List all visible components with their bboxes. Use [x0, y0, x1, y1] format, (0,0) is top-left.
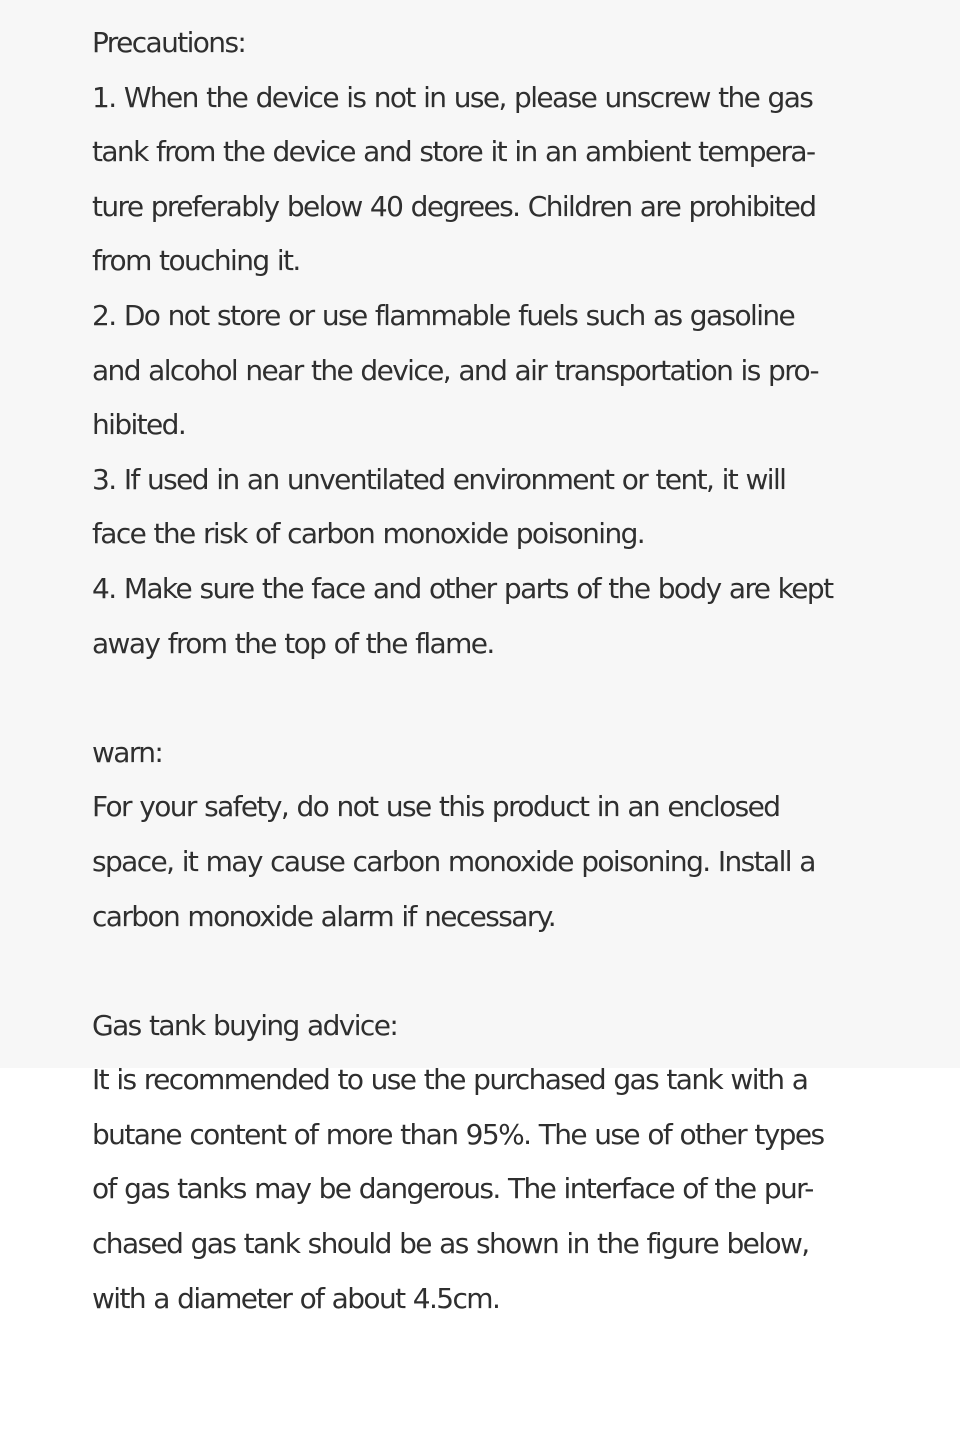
text-line: 4. Make sure the face and other parts of the body are kept	[92, 571, 833, 605]
text-line: carbon monoxide alarm if necessary.	[92, 899, 556, 933]
text-line: It is recommended to use the purchased gas tank with a	[92, 1063, 808, 1097]
document-body	[92, 16, 892, 1326]
precautions-section	[92, 16, 892, 671]
section-gap	[92, 671, 892, 726]
buying-advice-section	[92, 999, 892, 1327]
text-line: and alcohol near the device, and air transportation is pro-	[92, 353, 819, 387]
text-line: 3. If used in an unventilated environment or tent, it will	[92, 462, 786, 496]
warn-section	[92, 726, 892, 944]
text-line: away from the top of the flame.	[92, 626, 494, 660]
text-line: 1. When the device is not in use, please unscrew the gas	[92, 80, 813, 114]
text-line: butane content of more than 95%. The use of other types	[92, 1117, 824, 1151]
text-line: of gas tanks may be dangerous. The interface of the pur-	[92, 1172, 813, 1206]
text-line: 2. Do not store or use flammable fuels such as gasoline	[92, 298, 795, 332]
warn-heading: warn:	[92, 735, 163, 769]
section-gap	[92, 944, 892, 999]
precautions-heading: Precautions:	[92, 26, 246, 59]
text-line: space, it may cause carbon monoxide poisoning. Install a	[92, 844, 815, 878]
text-line: hibited.	[92, 408, 186, 442]
text-line: ture preferably below 40 degrees. Children are prohibited	[92, 189, 816, 223]
text-line: from touching it.	[92, 244, 300, 278]
text-line: face the risk of carbon monoxide poisoning.	[92, 517, 645, 551]
text-line: For your safety, do not use this product in an enclosed	[92, 790, 780, 824]
text-line: tank from the device and store it in an ambient tempera-	[92, 135, 815, 169]
text-line: chased gas tank should be as shown in the figure below,	[92, 1227, 809, 1261]
text-line: with a diameter of about 4.5cm.	[92, 1281, 500, 1315]
buying-advice-heading: Gas tank buying advice:	[92, 1008, 398, 1042]
